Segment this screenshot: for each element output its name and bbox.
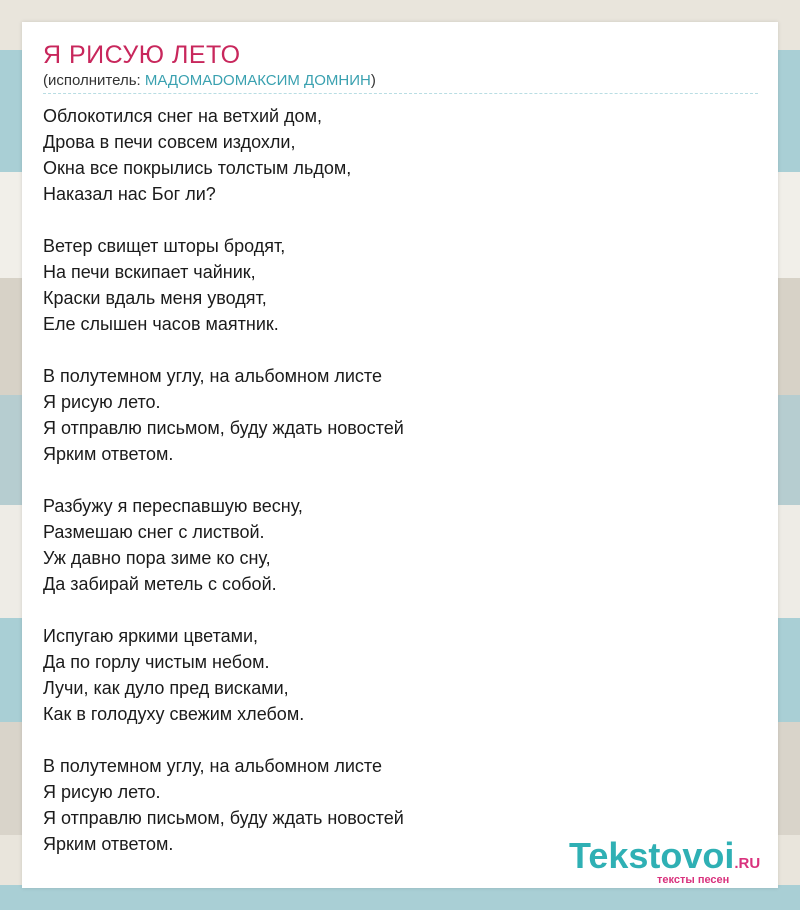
stanza — [43, 233, 743, 337]
stanza — [43, 623, 743, 727]
logo-name: Tekstovoi — [569, 835, 735, 876]
song-title: Я РИСУЮ ЛЕТО — [43, 41, 241, 69]
lyric-line: Наказал нас Бог ли? — [43, 184, 216, 204]
header-divider — [43, 93, 758, 94]
lyric-line: Как в голодуху свежим хлебом. — [43, 704, 305, 724]
artist-prefix: (исполнитель: — [43, 72, 145, 89]
lyric-line: Уж давно пора зиме ко сну, — [43, 548, 271, 568]
lyric-line: На печи вскипает чайник, — [43, 262, 256, 282]
lyric-line: Ветер свищет шторы бродят, — [43, 236, 286, 256]
logo-tagline: тексты песен — [657, 874, 730, 886]
lyric-line: Еле слышен часов маятник. — [43, 314, 279, 334]
artist-suffix: ) — [370, 72, 376, 89]
site-logo[interactable] — [569, 835, 774, 888]
lyric-line: Ярким ответом. — [43, 834, 174, 854]
logo-tld: .RU — [734, 855, 761, 872]
lyric-line: Разбужу я переспавшую весну, — [43, 496, 303, 516]
lyric-line: Облокотился снег на ветхий дом, — [43, 106, 322, 126]
stanza — [43, 103, 743, 207]
stanza — [43, 363, 743, 467]
stanza — [43, 493, 743, 597]
lyric-line: В полутемном углу, на альбомном листе — [43, 366, 382, 386]
lyric-line: Размешаю снег с листвой. — [43, 522, 265, 542]
lyrics-card — [22, 22, 778, 888]
lyric-line: Я рисую лето. — [43, 392, 161, 412]
lyric-line: Да по горлу чистым небом. — [43, 652, 270, 672]
lyric-line: Краски вдаль меня уводят, — [43, 288, 267, 308]
lyrics-body — [43, 103, 743, 883]
lyric-line: Окна все покрылись толстым льдом, — [43, 158, 352, 178]
lyric-line: Лучи, как дуло пред висками, — [43, 678, 289, 698]
lyric-line: Испугаю яркими цветами, — [43, 626, 259, 646]
lyric-line: Ярким ответом. — [43, 444, 174, 464]
lyric-line: Я отправлю письмом, буду ждать новостей — [43, 418, 404, 438]
artist-line — [43, 72, 376, 89]
lyric-line: Да забирай метель с собой. — [43, 574, 277, 594]
lyric-line: Я отправлю письмом, буду ждать новостей — [43, 808, 404, 828]
lyric-line: Дрова в печи совсем издохли, — [43, 132, 296, 152]
lyric-line: Я рисую лето. — [43, 782, 161, 802]
lyric-line: В полутемном углу, на альбомном листе — [43, 756, 382, 776]
artist-link[interactable]: МАДОМАDОМАКСИМ ДОМНИН — [144, 72, 371, 89]
